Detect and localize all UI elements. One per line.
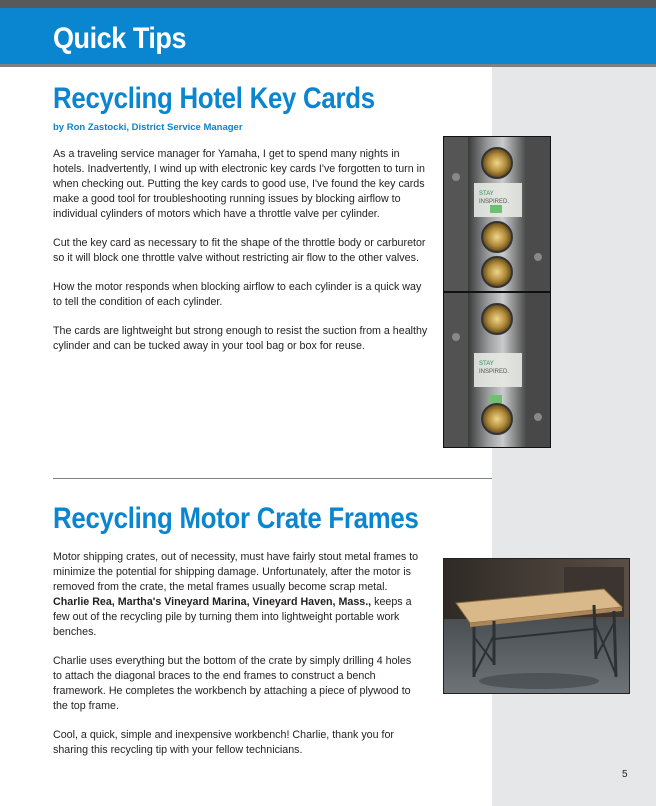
article1-body — [53, 147, 428, 368]
banner-title: Quick Tips — [53, 22, 187, 55]
key-card-text: INSPIRED. — [479, 369, 510, 375]
workbench-photo — [443, 558, 630, 694]
top-gray-bar — [0, 0, 656, 8]
key-card-text: STAY — [479, 191, 494, 197]
article2-bold-text: Charlie Rea, Martha's Vineyard Marina, Vineyard Haven, Mass., — [53, 596, 372, 608]
article2-paragraph — [53, 550, 423, 640]
article2-paragraph: Charlie uses everything but the bottom of the crate by simply drilling 4 holes to attach the diagonal braces to the end frames to construct a bench framework. He completes the workbench by attaching a piece of plywood to the top frame. — [53, 655, 412, 712]
article2-paragraph: Cool, a quick, simple and inexpensive workbench! Charlie, thank you for sharing this recycling tip with your fellow technicians. — [53, 729, 394, 756]
article1-paragraph: The cards are lightweight but strong enough to resist the suction from a healthy cylinder and can be tucked away in your tool bag or box for reuse. — [53, 325, 428, 352]
article1-paragraph: How the motor responds when blocking airflow to each cylinder is a quick way to tell the condition of each cylinder. — [53, 281, 422, 308]
article2-text: keeps a few out of the recycling pile by turning them into lightweight portable work benches. — [53, 596, 412, 638]
article2-text: Motor shipping crates, out of necessity, must have fairly stout metal frames to minimize the potential for shipping damage. Unfortunately, after the motor is removed from the crate, the metal frames usually become scrap metal. — [53, 551, 419, 593]
header-banner — [0, 8, 656, 64]
page-number: 5 — [622, 769, 628, 780]
article1-title: Recycling Hotel Key Cards — [53, 82, 375, 115]
key-card-text: STAY — [479, 361, 494, 367]
article2-body — [53, 550, 423, 772]
throttle-body-photo — [443, 136, 551, 448]
article1-paragraph: Cut the key card as necessary to fit the shape of the throttle body or carburetor so it will block one throttle valve without restricting air flow to the other valves. — [53, 237, 426, 264]
article1-paragraph: As a traveling service manager for Yamaha, I get to spend many nights in hotels. Inadvertently, I wind up with electronic key cards I've forgotten to turn in when checking out. Putting the key cards to good use, I've found the key cards make a good tool for troubleshooting running issues by blocking airflow to individual cylinders of motors which have a throttle valve per cylinder. — [53, 148, 425, 220]
key-card-text: INSPIRED. — [479, 199, 510, 205]
article2-title: Recycling Motor Crate Frames — [53, 502, 419, 535]
section-divider — [53, 478, 492, 479]
article1-byline: by Ron Zastocki, District Service Manager — [53, 122, 243, 133]
